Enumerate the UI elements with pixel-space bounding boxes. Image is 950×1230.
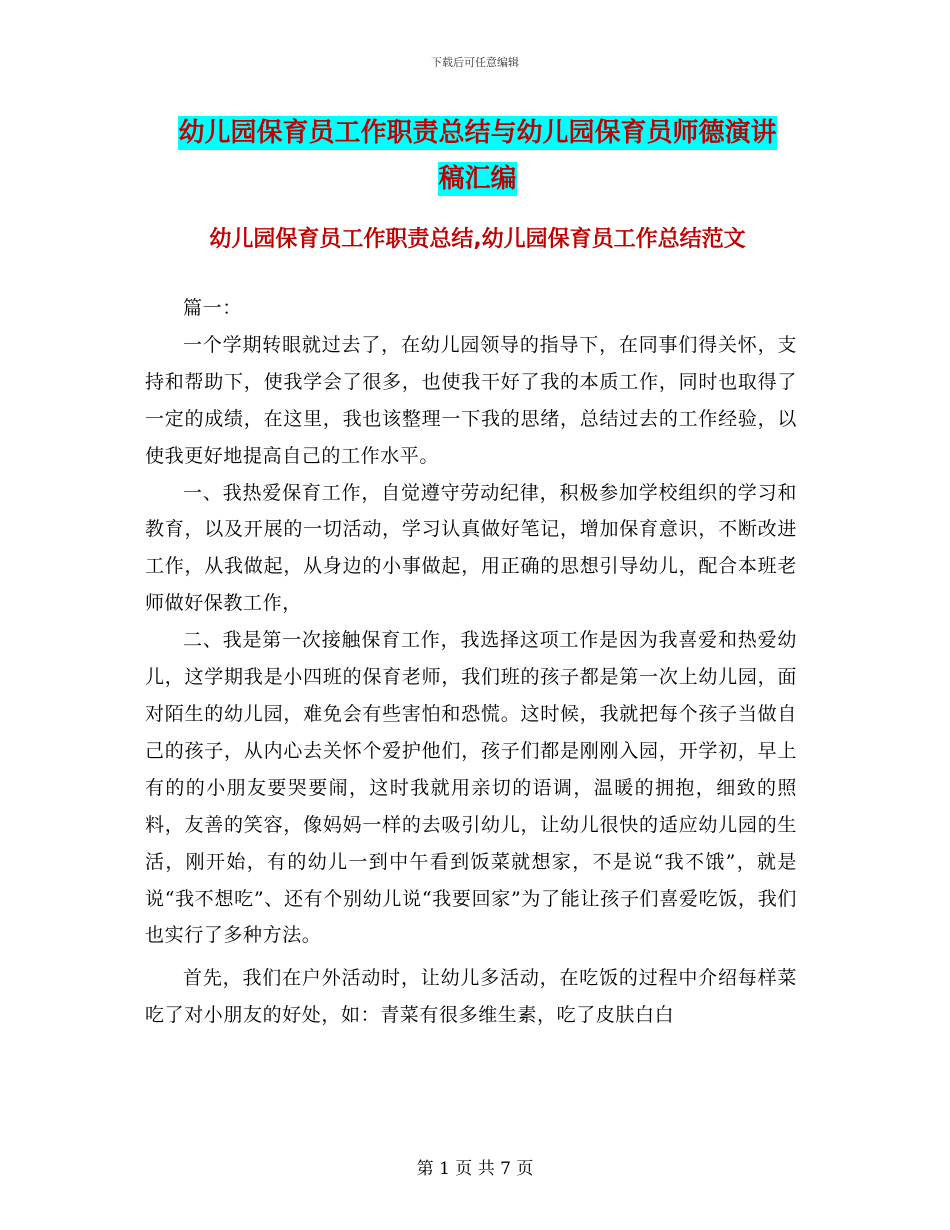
page-number: 第 1 页 共 7 页 <box>416 1159 534 1179</box>
paragraph: 二、我是第一次接触保育工作，我选择这项工作是因为我喜爱和热爱幼儿，这学期我是小四班的保育老师，我们班的孩子都是第一次上幼儿园，面对陌生的幼儿园，难免会有些害怕和恐慌。这时候，我就把每个孩子当做自己的孩子，从内心去关怀个爱护他们，孩子们都是刚刚入园，开学初，早上有的的小朋友要哭要闹，这时我就用亲切的语调，温暖的拥抱，细致的照料，友善的笑容，像妈妈一样的去吸引幼儿，让幼儿很快的适应幼儿园的生活，刚开始，有的幼儿一到中午看到饭菜就想家，不是说“我不饿”，就是说“我不想吃”、还有个别幼儿说“我要回家”为了能让孩子们喜爱吃饭，我们也实行了多种方法。 <box>145 629 797 947</box>
document-title-line-1: 幼儿园保育员工作职责总结与幼儿园保育员师德演讲 <box>178 118 777 148</box>
paragraph: 一、我热爱保育工作，自觉遵守劳动纪律，积极参加学校组织的学习和教育，以及开展的一切活动，学习认真做好笔记，增加保育意识，不断改进工作，从我做起，从身边的小事做起，用正确的思想引导幼儿，配合本班老师做好保教工作， <box>145 481 797 615</box>
body-text <box>145 290 797 1034</box>
document-title <box>145 110 810 202</box>
document-title-line-2: 稿汇编 <box>438 164 517 194</box>
paragraph: 一个学期转眼就过去了，在幼儿园领导的指导下，在同事们得关怀，支持和帮助下，使我学会了很多，也使我干好了我的本质工作，同时也取得了一定的成绩，在这里，我也该整理一下我的思绪，总结过去的工作经验，以使我更好地提高自己的工作水平。 <box>145 333 797 467</box>
section-heading: 幼儿园保育员工作职责总结,幼儿园保育员工作总结范文 <box>209 227 746 252</box>
header-note: 下载后可任意编辑 <box>431 56 519 69</box>
paragraph: 篇一： <box>183 297 242 319</box>
paragraph: 首先，我们在户外活动时，让幼儿多活动，在吃饭的过程中介绍每样菜吃了对小朋友的好处，如：青菜有很多维生素，吃了皮肤白白 <box>145 967 797 1027</box>
